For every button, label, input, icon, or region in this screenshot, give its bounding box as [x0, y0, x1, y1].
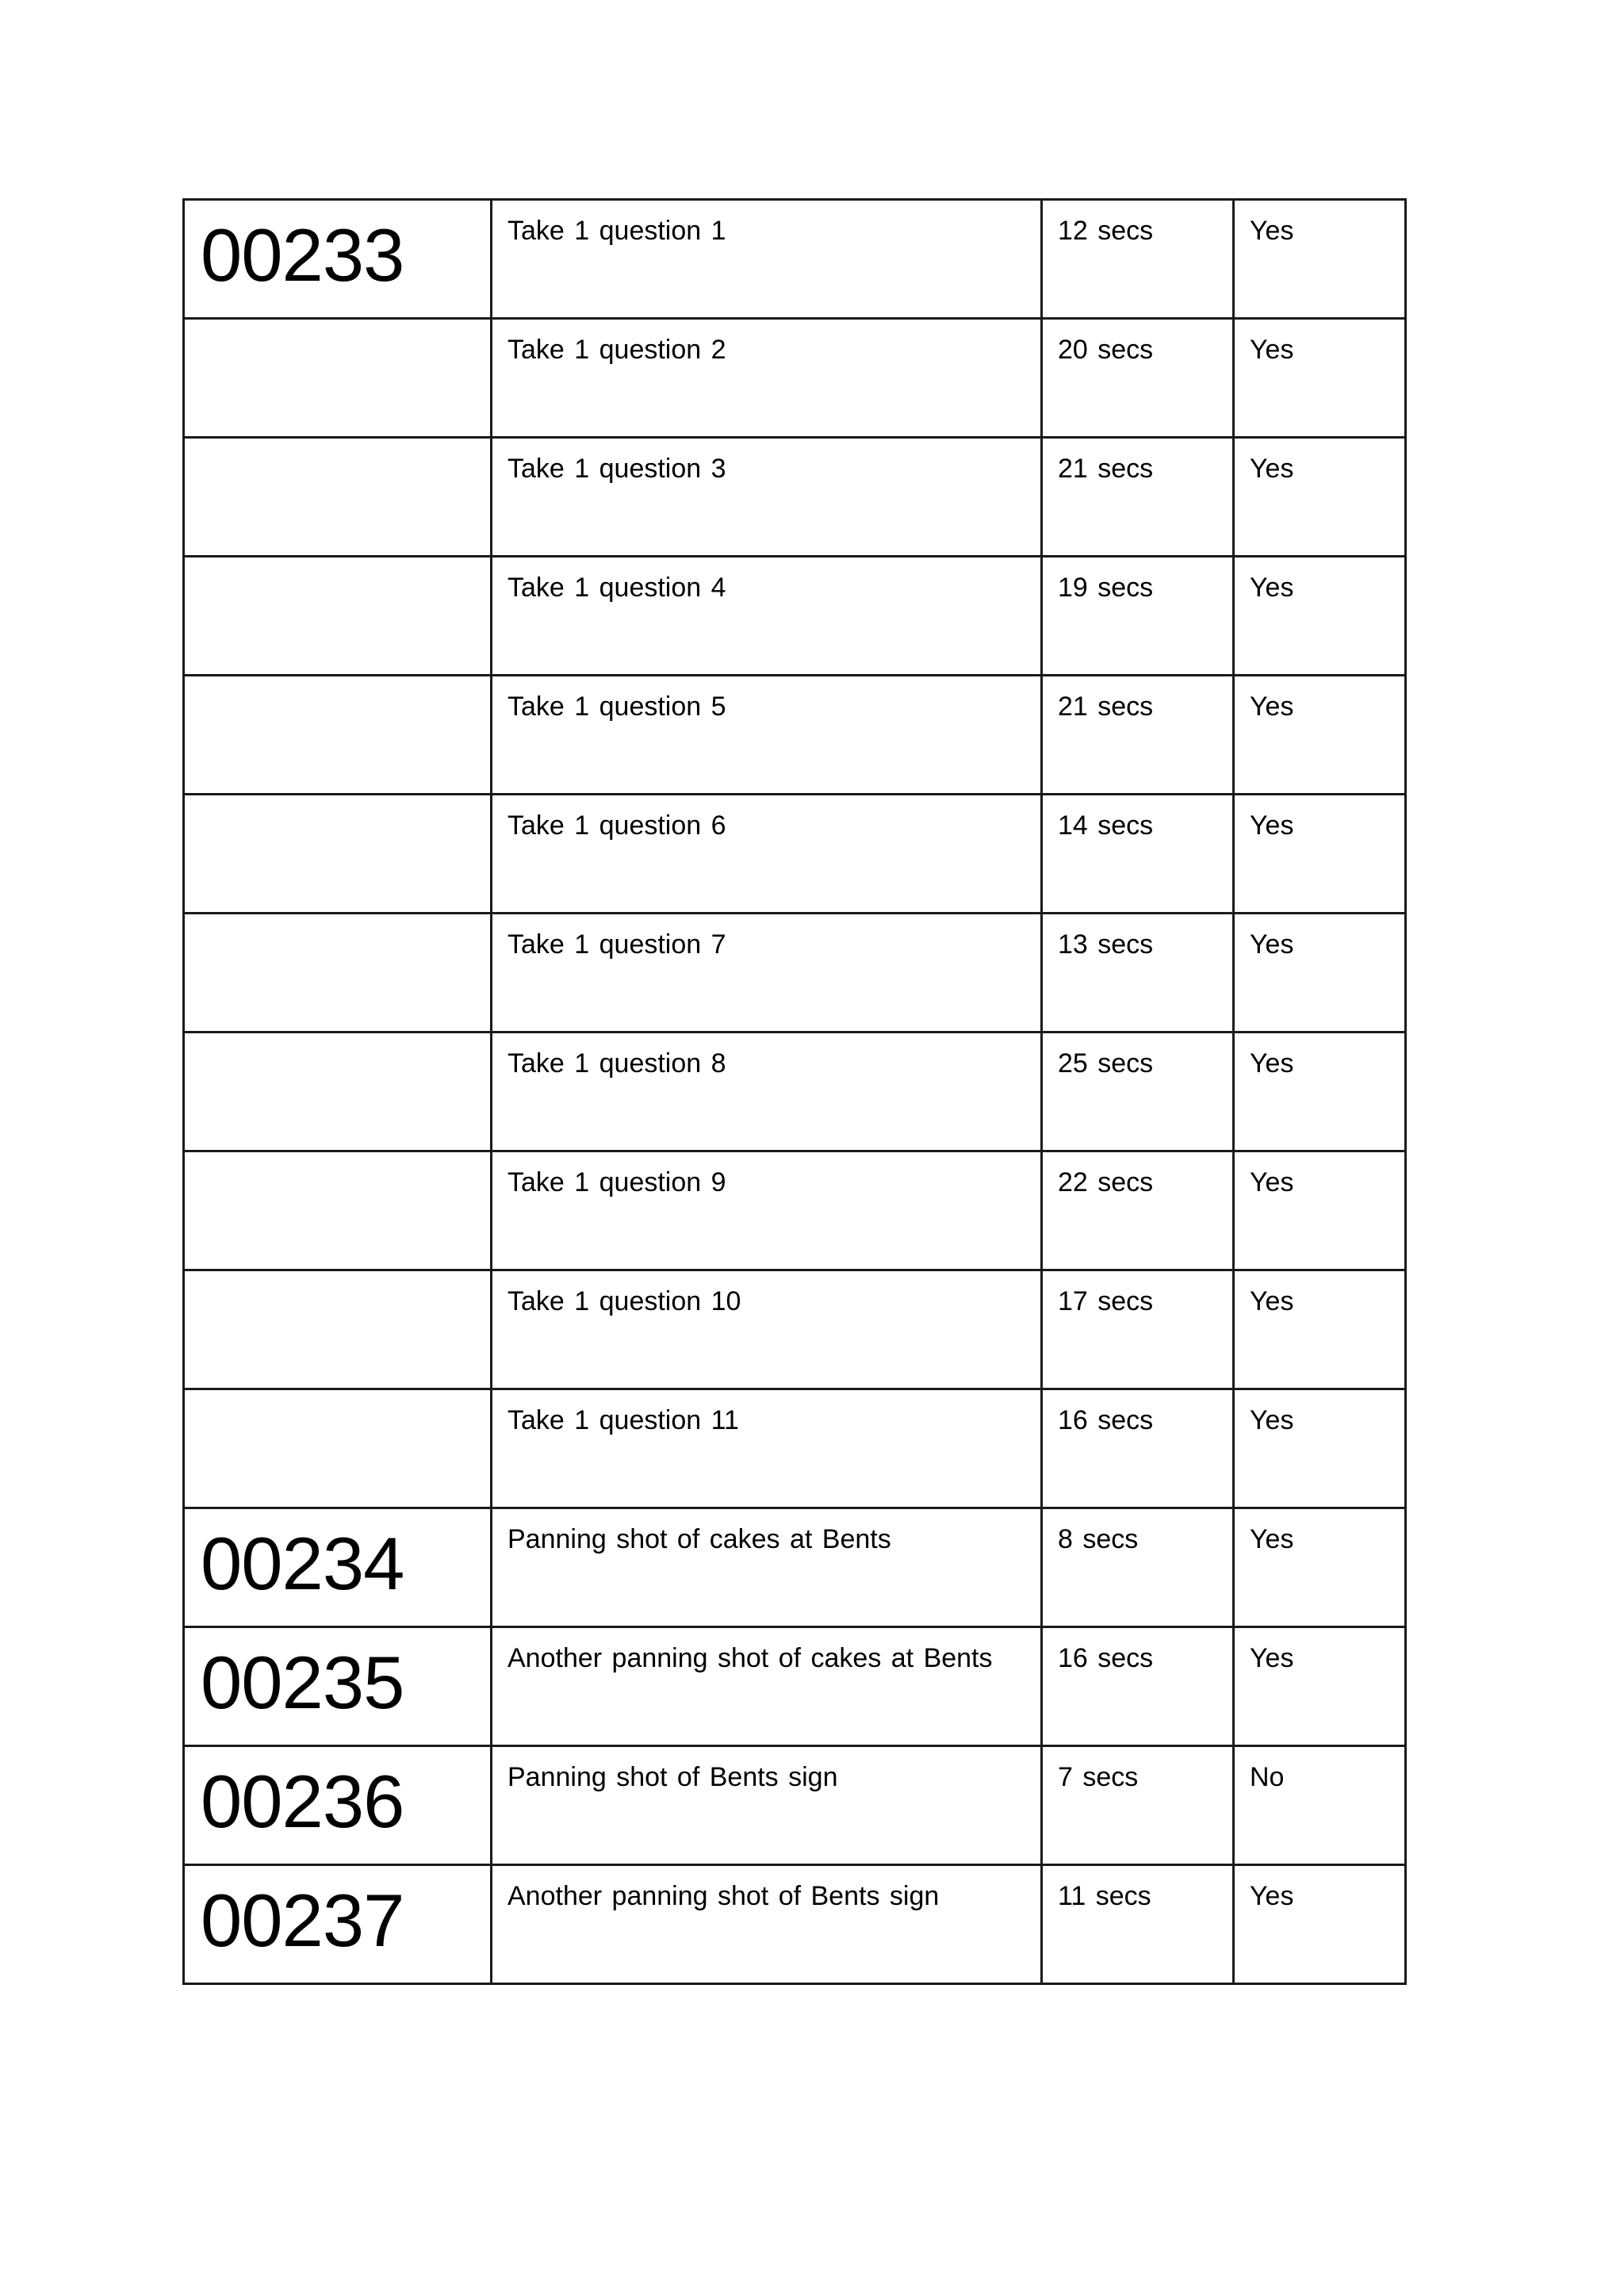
usable-cell: [1234, 1508, 1406, 1627]
table-row: [184, 557, 1406, 676]
clip-number: [185, 320, 490, 337]
shot-description: Take 1 question 9: [508, 1167, 726, 1197]
description-cell: [492, 557, 1042, 676]
duration-cell: [1042, 319, 1234, 438]
description-cell: [492, 438, 1042, 557]
table-row: [184, 676, 1406, 795]
shot-duration: 22 secs: [1058, 1167, 1154, 1197]
clip-number: [185, 1152, 490, 1170]
shot-usable: Yes: [1250, 1048, 1294, 1079]
clip-number-cell: [184, 1508, 492, 1627]
description-cell: [492, 1033, 1042, 1151]
clip-number-cell: [184, 1627, 492, 1746]
usable-cell: [1234, 795, 1406, 914]
table-row: [184, 319, 1406, 438]
table-row: [184, 1627, 1406, 1746]
usable-cell: [1234, 1151, 1406, 1270]
duration-cell: [1042, 795, 1234, 914]
shot-description: Panning shot of cakes at Bents: [508, 1524, 891, 1554]
shot-usable: Yes: [1250, 335, 1294, 365]
shot-duration: 21 secs: [1058, 454, 1154, 484]
shot-description: Take 1 question 10: [508, 1286, 741, 1316]
usable-cell: [1234, 1389, 1406, 1508]
usable-cell: [1234, 1270, 1406, 1389]
duration-cell: [1042, 1151, 1234, 1270]
clip-number-cell: [184, 795, 492, 914]
clip-number-cell: [184, 1865, 492, 1984]
clip-number: [185, 1033, 490, 1051]
shot-description: Take 1 question 6: [508, 810, 726, 841]
description-cell: [492, 1270, 1042, 1389]
duration-cell: [1042, 1389, 1234, 1508]
duration-cell: [1042, 1746, 1234, 1865]
clip-number: 00235: [201, 1641, 404, 1724]
shot-duration: 11 secs: [1058, 1881, 1151, 1911]
duration-cell: [1042, 1033, 1234, 1151]
usable-cell: [1234, 1627, 1406, 1746]
table-row: [184, 1033, 1406, 1151]
duration-cell: [1042, 676, 1234, 795]
shot-description: Take 1 question 7: [508, 929, 726, 960]
duration-cell: [1042, 438, 1234, 557]
clip-number-cell: [184, 1270, 492, 1389]
shot-usable: Yes: [1250, 1881, 1294, 1911]
shot-description: Take 1 question 4: [508, 573, 726, 603]
shot-duration: 12 secs: [1058, 216, 1154, 246]
clip-number-cell: [184, 200, 492, 319]
shot-duration: 7 secs: [1058, 1762, 1139, 1792]
shot-usable: Yes: [1250, 573, 1294, 603]
shot-description: Take 1 question 8: [508, 1048, 726, 1079]
clip-number: 00237: [201, 1879, 404, 1962]
shot-usable: Yes: [1250, 1524, 1294, 1554]
shot-description: Another panning shot of Bents sign: [508, 1881, 940, 1911]
table-row: [184, 795, 1406, 914]
clip-number: [185, 795, 490, 813]
shot-description: Take 1 question 5: [508, 692, 726, 722]
duration-cell: [1042, 557, 1234, 676]
shot-duration: 14 secs: [1058, 810, 1154, 841]
clip-number-cell: [184, 1151, 492, 1270]
clip-number-cell: [184, 319, 492, 438]
table-row: [184, 200, 1406, 319]
description-cell: [492, 200, 1042, 319]
shot-description: Take 1 question 2: [508, 335, 726, 365]
clip-number: [185, 676, 490, 694]
clip-number: [185, 914, 490, 932]
shot-duration: 21 secs: [1058, 692, 1154, 722]
usable-cell: [1234, 319, 1406, 438]
table-row: [184, 438, 1406, 557]
description-cell: [492, 914, 1042, 1033]
shot-usable: Yes: [1250, 692, 1294, 722]
usable-cell: [1234, 438, 1406, 557]
usable-cell: [1234, 1033, 1406, 1151]
usable-cell: [1234, 1865, 1406, 1984]
clip-number: [185, 439, 490, 456]
clip-number-cell: [184, 1746, 492, 1865]
shot-usable: Yes: [1250, 810, 1294, 841]
description-cell: [492, 1389, 1042, 1508]
clip-number-cell: [184, 676, 492, 795]
table-row: [184, 1389, 1406, 1508]
shot-usable: Yes: [1250, 454, 1294, 484]
table-row: [184, 1151, 1406, 1270]
table-row: [184, 1746, 1406, 1865]
description-cell: [492, 795, 1042, 914]
shot-usable: Yes: [1250, 1167, 1294, 1197]
shot-duration: 13 secs: [1058, 929, 1154, 960]
description-cell: [492, 1508, 1042, 1627]
usable-cell: [1234, 557, 1406, 676]
shot-description: Panning shot of Bents sign: [508, 1762, 838, 1792]
clip-number-cell: [184, 914, 492, 1033]
clip-number-cell: [184, 557, 492, 676]
footage-log-table: [182, 198, 1407, 1985]
shot-duration: 17 secs: [1058, 1286, 1154, 1316]
duration-cell: [1042, 1270, 1234, 1389]
description-cell: [492, 1151, 1042, 1270]
duration-cell: [1042, 200, 1234, 319]
clip-number: 00236: [201, 1760, 404, 1843]
shot-description: Take 1 question 3: [508, 454, 726, 484]
table-row: [184, 1865, 1406, 1984]
shot-duration: 25 secs: [1058, 1048, 1154, 1079]
clip-number-cell: [184, 438, 492, 557]
clip-number-cell: [184, 1389, 492, 1508]
shot-duration: 20 secs: [1058, 335, 1154, 365]
clip-number: 00233: [201, 213, 404, 297]
clip-number: [185, 1271, 490, 1289]
duration-cell: [1042, 914, 1234, 1033]
table-row: [184, 914, 1406, 1033]
shot-description: Take 1 question 1: [508, 216, 726, 246]
footage-log-body: [184, 200, 1406, 1984]
clip-number-cell: [184, 1033, 492, 1151]
clip-number: [185, 1390, 490, 1408]
duration-cell: [1042, 1508, 1234, 1627]
description-cell: [492, 676, 1042, 795]
shot-duration: 19 secs: [1058, 573, 1154, 603]
shot-usable: Yes: [1250, 1643, 1294, 1673]
shot-usable: No: [1250, 1762, 1285, 1792]
duration-cell: [1042, 1865, 1234, 1984]
description-cell: [492, 1746, 1042, 1865]
clip-number: [185, 557, 490, 575]
duration-cell: [1042, 1627, 1234, 1746]
usable-cell: [1234, 676, 1406, 795]
table-row: [184, 1270, 1406, 1389]
usable-cell: [1234, 914, 1406, 1033]
usable-cell: [1234, 200, 1406, 319]
shot-duration: 16 secs: [1058, 1405, 1154, 1435]
description-cell: [492, 1865, 1042, 1984]
shot-usable: Yes: [1250, 929, 1294, 960]
table-row: [184, 1508, 1406, 1627]
shot-duration: 8 secs: [1058, 1524, 1139, 1554]
shot-duration: 16 secs: [1058, 1643, 1154, 1673]
shot-usable: Yes: [1250, 1286, 1294, 1316]
shot-usable: Yes: [1250, 216, 1294, 246]
usable-cell: [1234, 1746, 1406, 1865]
clip-number: 00234: [201, 1522, 404, 1605]
shot-description: Take 1 question 11: [508, 1405, 739, 1435]
shot-usable: Yes: [1250, 1405, 1294, 1435]
shot-description: Another panning shot of cakes at Bents: [508, 1643, 993, 1673]
description-cell: [492, 319, 1042, 438]
description-cell: [492, 1627, 1042, 1746]
